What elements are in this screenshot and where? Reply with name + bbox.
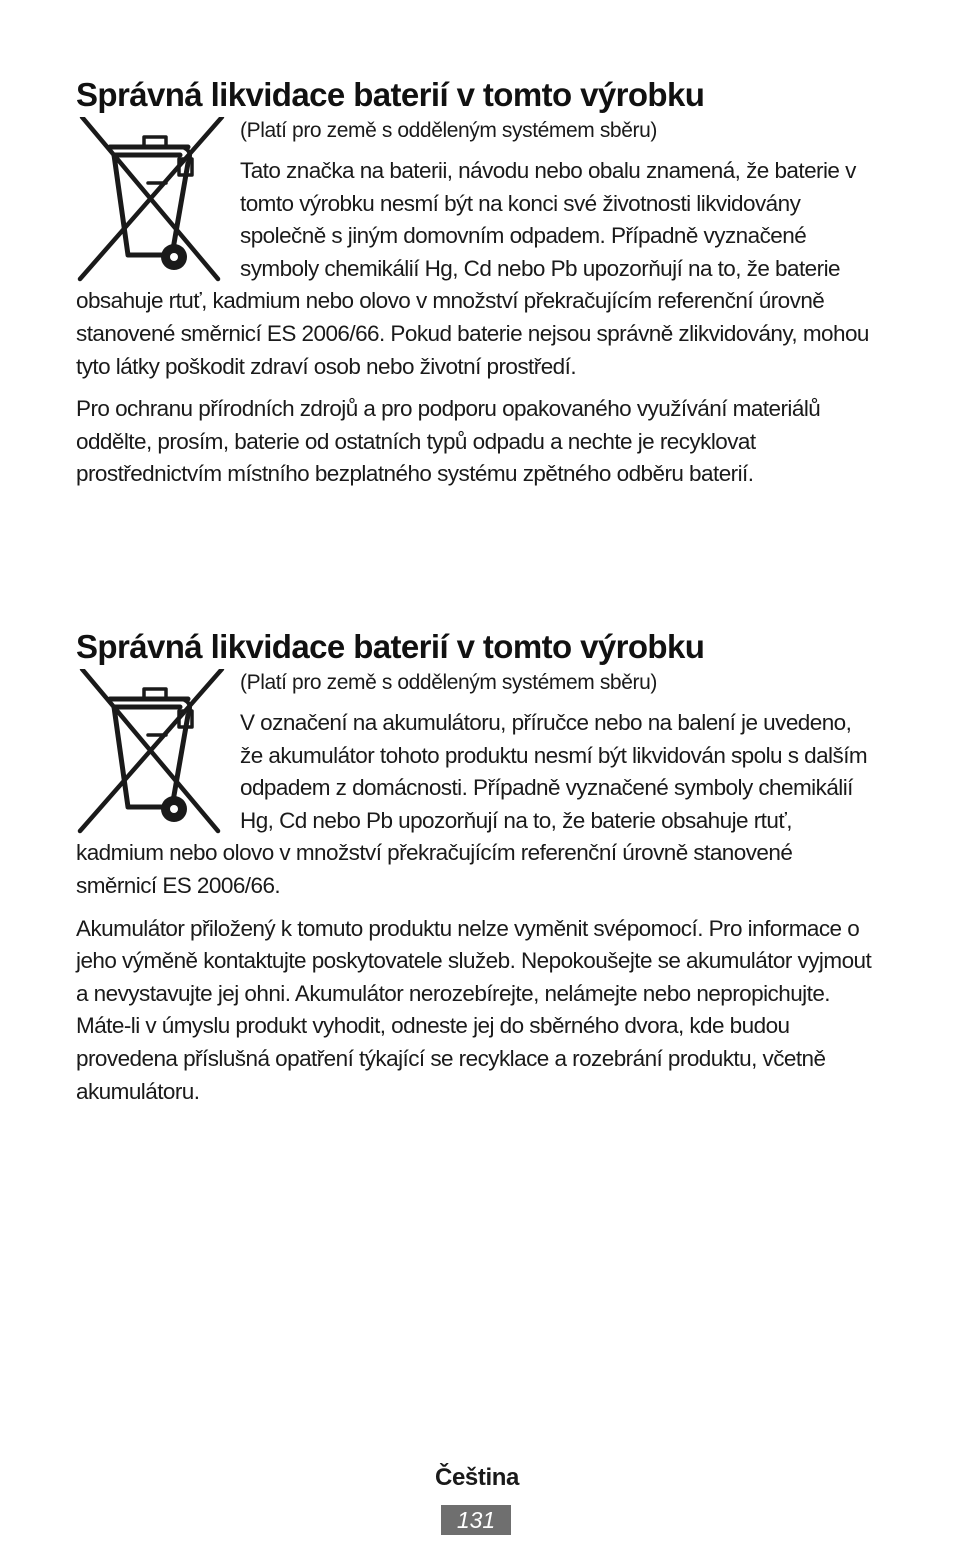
- section-body: Tato značka na baterii, návodu nebo obalu znamená, že baterie v tomto výrobku nesmí být na konci své životnosti likvidovány společně s jiným domovním odpadem. Případně vyznačené symboly chemikálií Hg, Cd nebo Pb upozorňují na to, že baterie obsahuje rtuť, kadmium nebo olovo v množství překračujícím referenční úrovně stanovené směrnicí ES 2006/66. Pokud baterie nejsou správně zlikvidovány, mohou tyto látky poškodit zdraví osob nebo životní prostředí.: [76, 158, 869, 379]
- applicability-note: (Platí pro země s odděleným systémem sběru): [240, 119, 657, 142]
- section-body: V označení na akumulátoru, příručce nebo na balení je uvedeno, že akumulátor tohoto produktu nesmí být likvidován spolu s dalším odpadem z domácnosti. Případně vyznačené symboly chemikálií Hg, Cd nebo Pb upozorňují na to, že baterie obsahuje rtuť, kadmium nebo olovo v množství překračujícím referenční úrovně stanovené směrnicí ES 2006/66.: [76, 710, 868, 898]
- crossed-out-wheelie-bin-icon: [76, 669, 226, 837]
- section-extra-paragraph: Akumulátor přiložený k tomuto produktu nelze vyměnit svépomocí. Pro informace o jeho výměně kontaktujte poskytovatele služeb. Nepokoušejte se akumulátor vyjmout a nevystavujte jej ohni. Akumulátor nerozebírejte, nelámejte nebo nepropichujte. Máte-li v úmyslu produkt vyhodit, odneste jej do sběrného dvora, kde budou provedena příslušná opatření týkající se recyklace a rozebrání produktu, včetně akumulátoru.: [76, 915, 872, 1104]
- page-number-badge: 131: [441, 1505, 511, 1535]
- section-extra-paragraph: Pro ochranu přírodních zdrojů a pro podporu opakovaného využívání materiálů oddělte, prosím, baterie od ostatních typů odpadu a nechte je recyklovat prostřednictvím místního bezplatného systému zpětného odběru baterií.: [76, 396, 821, 487]
- crossed-out-wheelie-bin-icon: [76, 117, 226, 285]
- section-content: [76, 117, 876, 491]
- footer-language-label: Čeština: [435, 1464, 519, 1491]
- section-content: [76, 669, 876, 1108]
- battery-disposal-section-2: [76, 627, 876, 1118]
- section-heading: Správná likvidace baterií v tomto výrobku: [76, 76, 705, 113]
- section-heading: Správná likvidace baterií v tomto výrobku: [76, 628, 705, 665]
- applicability-note: (Platí pro země s odděleným systémem sběru): [240, 671, 657, 694]
- battery-disposal-section-1: [76, 75, 876, 501]
